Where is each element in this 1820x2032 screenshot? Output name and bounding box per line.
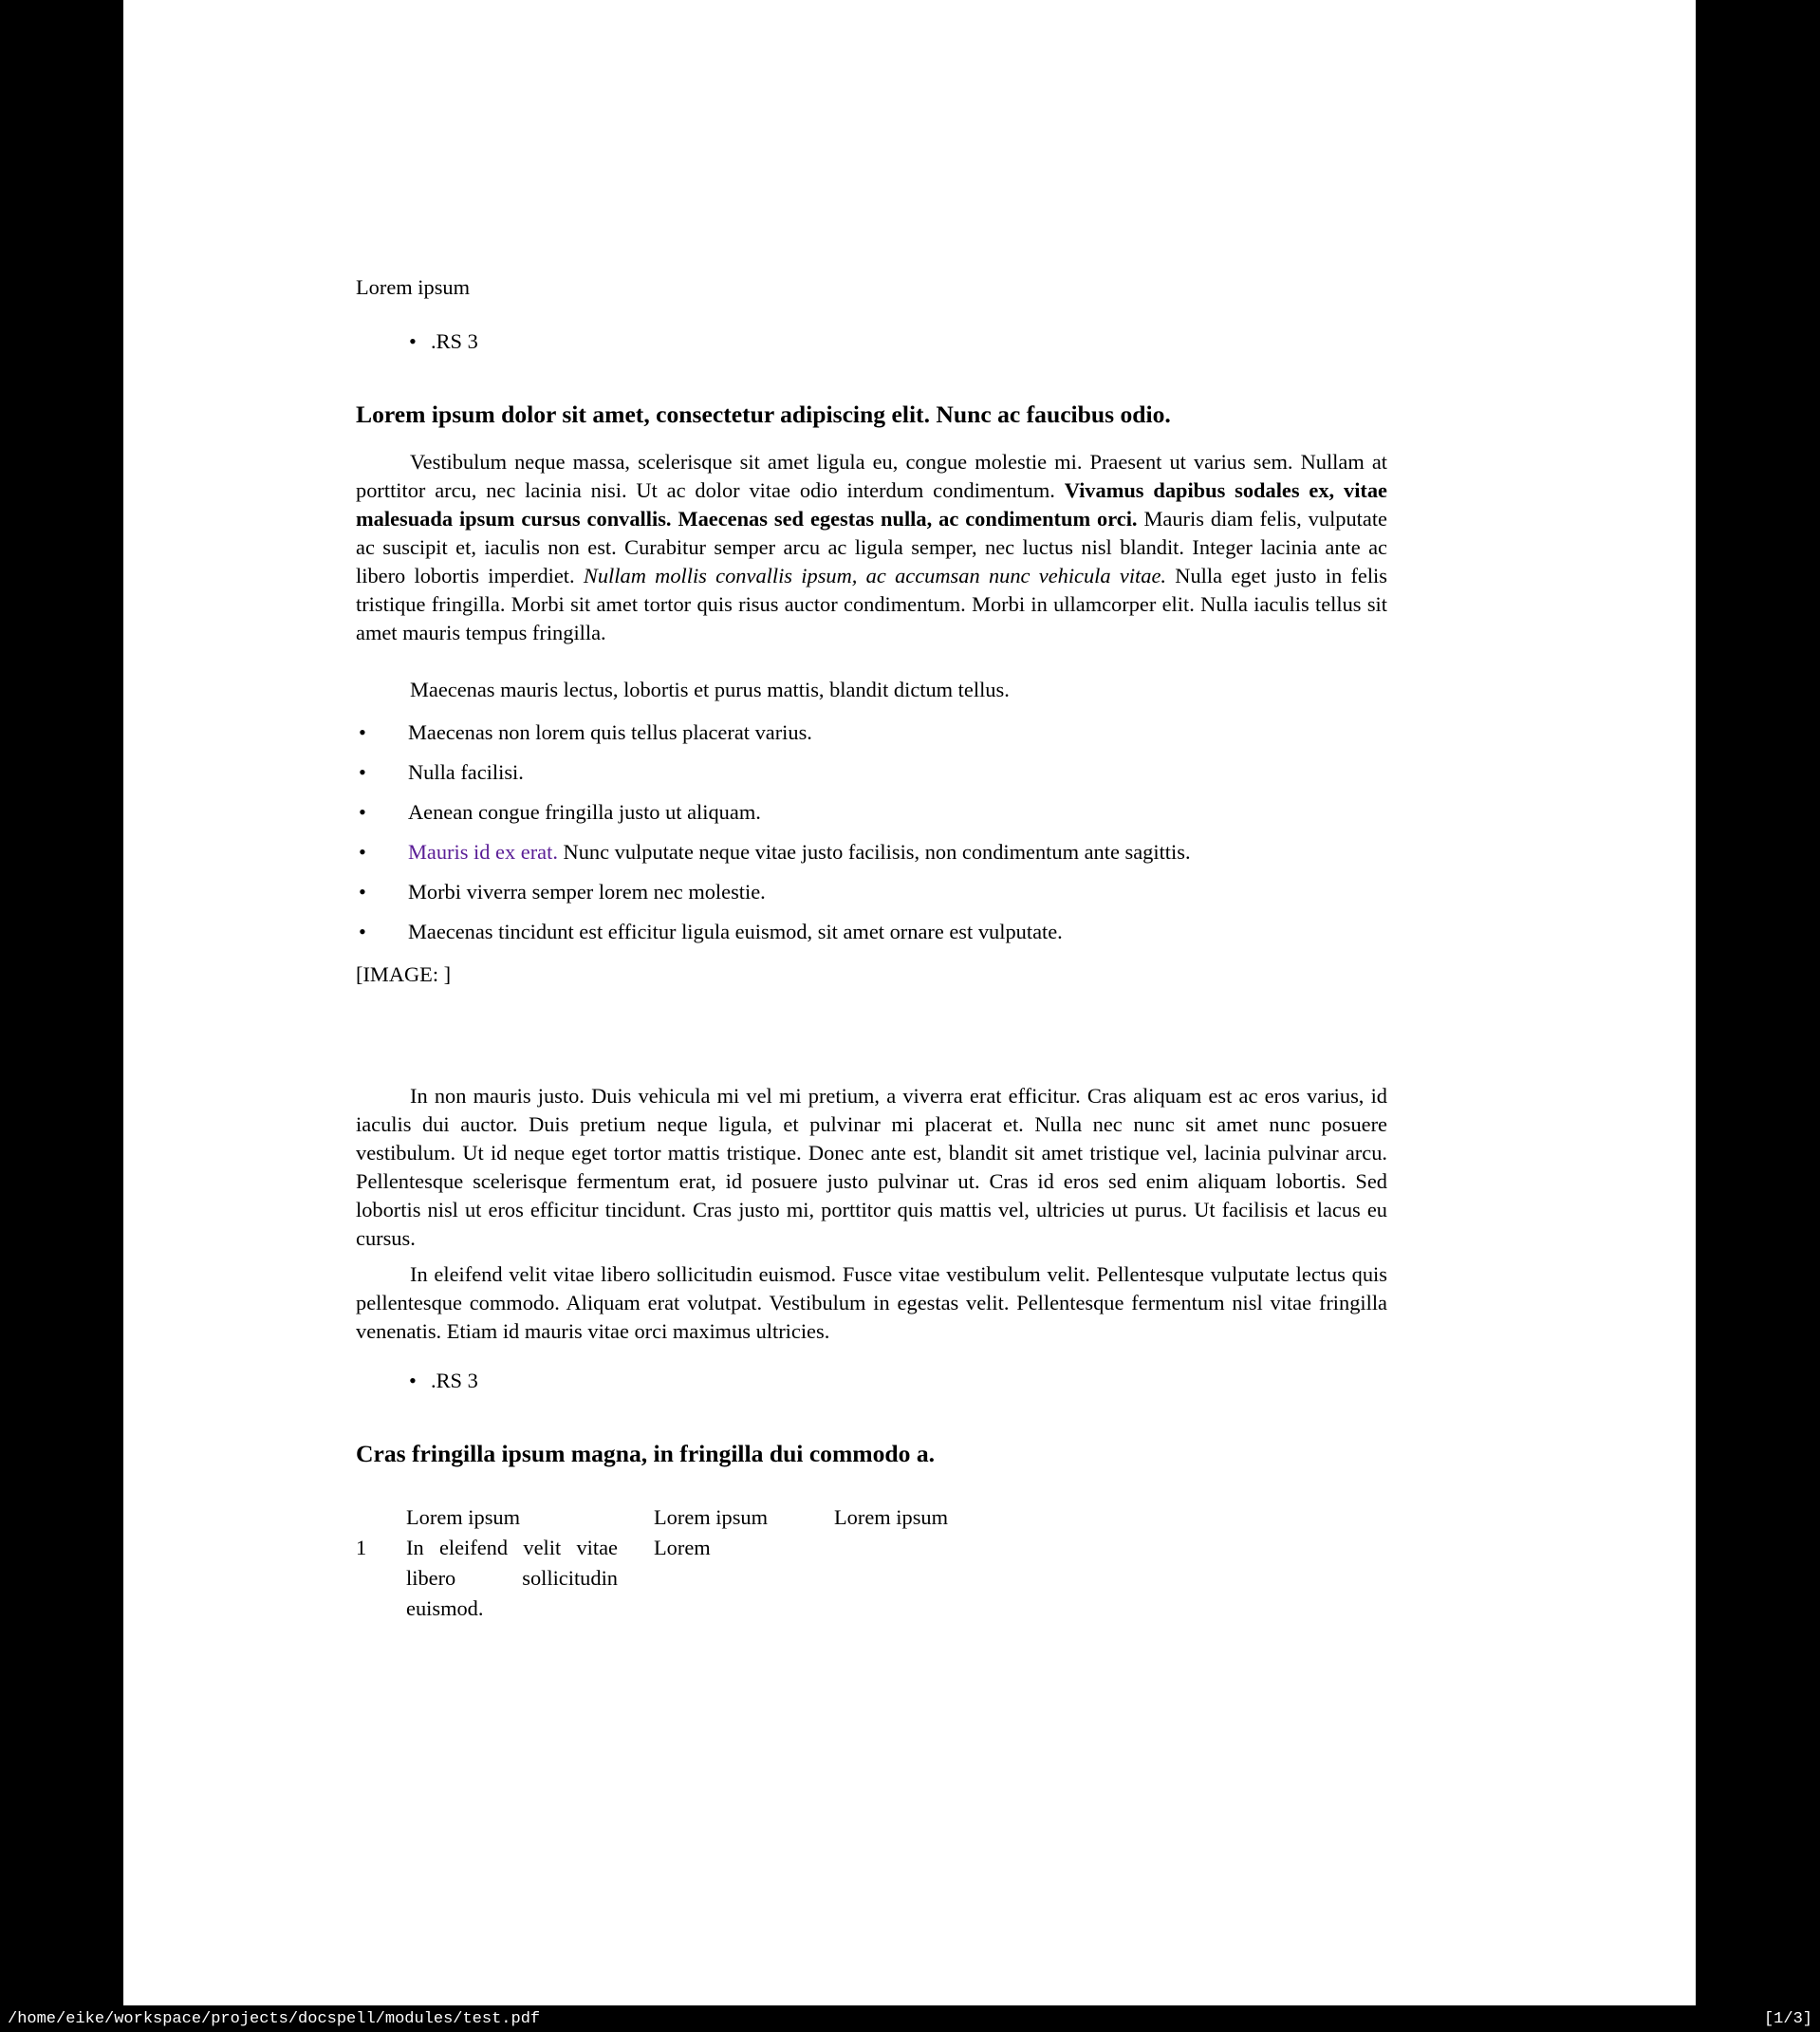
table-header-cell: Lorem ipsum xyxy=(654,1505,769,1529)
bullet-icon: • xyxy=(409,329,417,353)
bullet-icon: • xyxy=(409,1369,417,1392)
paragraph-2: In non mauris justo. Duis vehicula mi vel mi pretium, a viverra erat efficitur. Cras aliquam est ac eros varius, id iaculis dui auctor. Duis pretium neque ligula, et pulvinar mi placerat et. Nulla nec nunc sit amet nunc posuere vestibulum. Ut id neque eget tortor mattis tristique. Donec ante est, blandit sit amet tristique vel, lacinia pulvinar arcu. Pellentesque scelerisque fermentum erat, id posuere justo pulvinar ut. Cras id eros sed enim aliquam lobortis. Sed lobortis nisl ut eros efficitur tincidunt. Cras justo mi, porttitor quis mattis vel, ultricies ut purus. Ut facilisis et lacus eu cursus. xyxy=(356,1084,1387,1250)
text-segment: Vivamus dapibus sodales ex, vitae malesuada ipsum cursus convallis. Maecenas sed egestas nulla, ac condimentum orci. xyxy=(356,478,1387,531)
table-cell: In eleifend velit vitae libero sollicitudin euismod. xyxy=(406,1536,618,1620)
intro-text-line: Lorem ipsum xyxy=(356,275,471,299)
list-item-text xyxy=(408,840,1191,864)
bullet-icon: • xyxy=(359,920,366,943)
rs-bullet-text: .RS 3 xyxy=(431,1369,478,1392)
status-bar xyxy=(0,2005,1820,2032)
document-content xyxy=(356,0,1387,1624)
list-item xyxy=(356,798,1387,827)
list-item-text xyxy=(408,720,812,744)
text-segment: Aenean congue fringilla justo ut aliquam. xyxy=(408,800,761,824)
table-cell xyxy=(834,1533,1033,1624)
paragraph-3: In eleifend velit vitae libero sollicitudin euismod. Fusce vitae vestibulum velit. Pellentesque vulputate lectus quis pellentesque commodo. Aliquam erat volutpat. Vestibulum in egestas velit. Pellentesque fermentum nisl vitae fringilla venenatis. Etiam id mauris vitae orci maximus ultricies. xyxy=(356,1262,1387,1343)
text-segment: Nunc vulputate neque vitae justo facilisis, non condimentum ante sagittis. xyxy=(557,840,1191,864)
text-segment: Mauris diam felis, vulputate ac suscipit et, iaculis non est. Curabitur semper arcu ac ligula semper, nec luctus nisl blandit. Integer lacinia ante ac libero lobortis imperdiet. xyxy=(356,507,1387,587)
list-item-text xyxy=(408,880,766,904)
table-header-cell: Lorem ipsum xyxy=(406,1505,521,1529)
bullet-icon: • xyxy=(359,840,366,864)
list-item xyxy=(356,838,1387,867)
data-table xyxy=(356,1502,1387,1624)
paragraph-1 xyxy=(356,448,1387,647)
table-cell: Lorem xyxy=(654,1536,711,1559)
status-page-indicator: [1/3] xyxy=(1763,2009,1812,2028)
list-item xyxy=(356,718,1387,747)
text-segment: Nullam mollis convallis ipsum, ac accumsan nunc vehicula vitae. xyxy=(583,564,1166,587)
image-placeholder: [IMAGE: ] xyxy=(356,962,452,986)
list-item-text xyxy=(408,800,761,824)
text-segment: Vestibulum neque massa, scelerisque sit amet ligula eu, congue molestie mi. Praesent ut varius sem. Nullam at porttitor arcu, nec lacinia nisi. Ut ac dolor vitae odio interdum condimentum. xyxy=(356,450,1387,502)
list-item xyxy=(356,758,1387,787)
list-item-text xyxy=(408,760,524,784)
paragraph-maecenas: Maecenas mauris lectus, lobortis et purus mattis, blandit dictum tellus. xyxy=(410,678,1010,701)
rs-bullet-item-2 xyxy=(356,1367,1387,1395)
bullet-icon: • xyxy=(359,720,366,744)
bullet-icon: • xyxy=(359,880,366,904)
hyperlink[interactable]: Mauris id ex erat. xyxy=(408,840,558,864)
text-segment: Nulla facilisi. xyxy=(408,760,524,784)
section-heading-2: Cras fringilla ipsum magna, in fringilla dui commodo a. xyxy=(356,1440,936,1467)
list-item xyxy=(356,918,1387,946)
rs-bullet-text: .RS 3 xyxy=(431,329,478,353)
bullet-icon: • xyxy=(359,760,366,784)
bullet-icon: • xyxy=(359,800,366,824)
text-segment: Maecenas non lorem quis tellus placerat varius. xyxy=(408,720,812,744)
table-row-number: 1 xyxy=(356,1536,367,1559)
document-page[interactable] xyxy=(123,0,1696,2005)
list-item-text xyxy=(408,920,1063,943)
status-file-path: /home/eike/workspace/projects/docspell/modules/test.pdf xyxy=(8,2009,541,2028)
text-segment: Morbi viverra semper lorem nec molestie. xyxy=(408,880,766,904)
rs-bullet-item-1 xyxy=(356,327,1387,356)
bullet-list xyxy=(356,718,1387,946)
text-segment: Maecenas tincidunt est efficitur ligula euismod, sit amet ornare est vulputate. xyxy=(408,920,1063,943)
section-heading-1: Lorem ipsum dolor sit amet, consectetur adipiscing elit. Nunc ac faucibus odio. xyxy=(356,401,1171,428)
table-header-cell: Lorem ipsum xyxy=(834,1505,949,1529)
text-segment: Nulla eget justo in felis tristique fringilla. Morbi sit amet tortor quis risus auctor condimentum. Morbi in ullamcorper elit. Nulla iaculis tellus sit amet mauris tempus fringilla. xyxy=(356,564,1387,644)
list-item xyxy=(356,878,1387,906)
